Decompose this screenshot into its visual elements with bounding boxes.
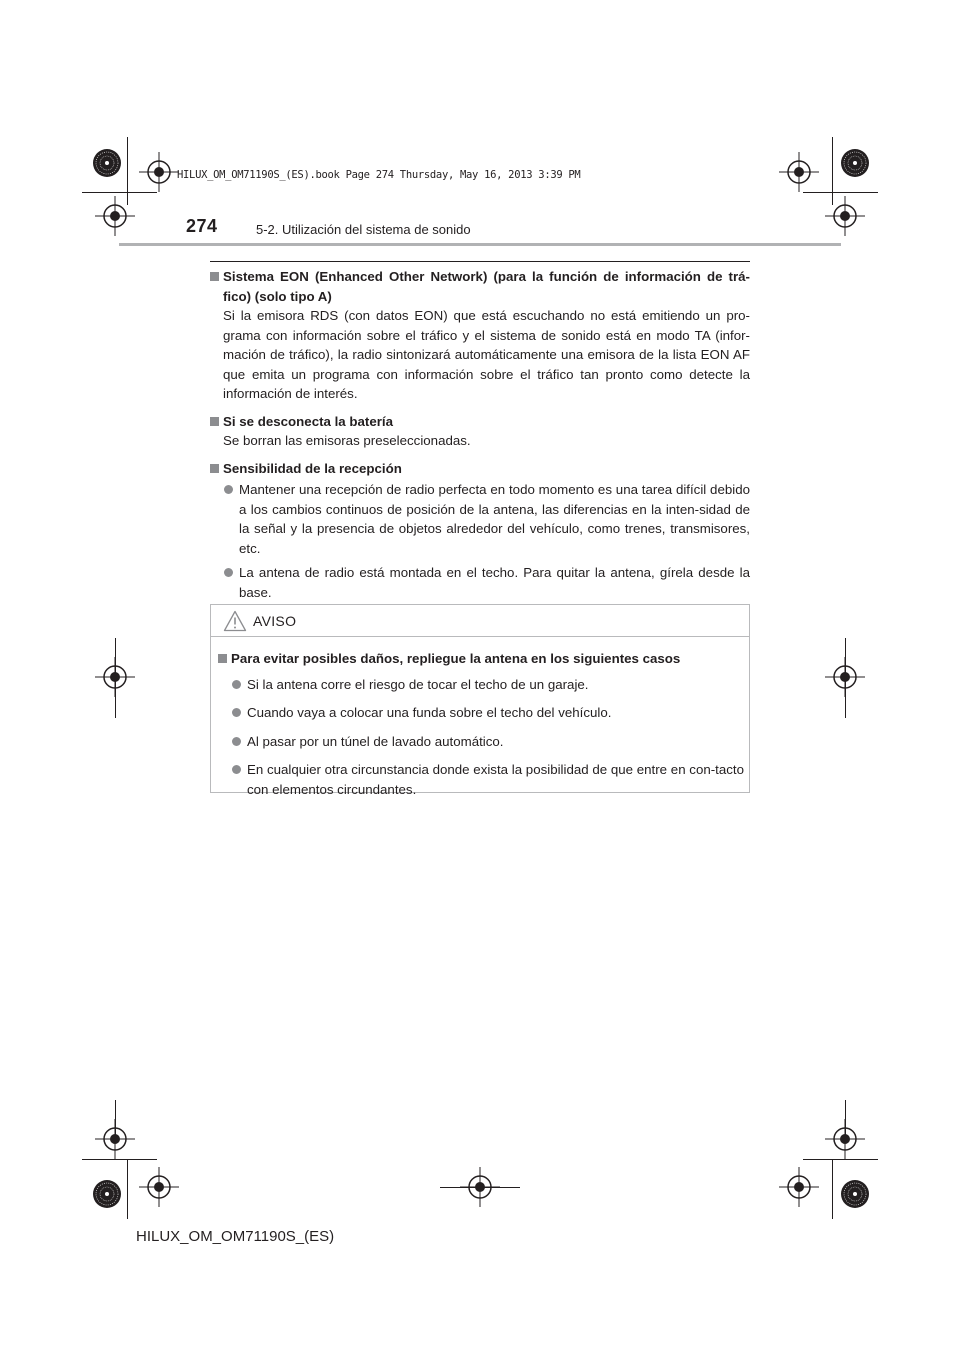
warning-box xyxy=(210,604,750,797)
list-item: Si la antena corre el riesgo de tocar el techo de un garaje. xyxy=(218,675,744,695)
header-rule xyxy=(119,243,841,246)
section-battery xyxy=(210,412,750,451)
warning-title: AVISO xyxy=(253,613,297,629)
registration-target-icon xyxy=(139,1167,179,1207)
list-item: La antena de radio está montada en el techo. Para quitar la antena, gírela desde la base. xyxy=(210,563,750,602)
warning-heading: Para evitar posibles daños, repliegue la antena en los siguientes casos xyxy=(218,649,744,669)
warning-triangle-icon xyxy=(223,610,247,632)
registration-target-icon xyxy=(139,152,179,192)
list-item: Mantener una recepción de radio perfecta en todo momento es una tarea difícil debido a los cambios continuos de posición de la antena, las diferencias en la inten-sidad de la señal y la presencia de objetos alrededor del vehículo, como trenes, transmisores, etc. xyxy=(210,480,750,558)
crop-mark xyxy=(127,137,128,205)
crop-mark xyxy=(127,1159,128,1219)
circle-bullet-icon xyxy=(232,708,241,717)
calibration-dial-icon xyxy=(92,148,122,178)
square-bullet-icon xyxy=(210,417,219,426)
crop-mark xyxy=(115,638,116,718)
registration-target-icon xyxy=(779,152,819,192)
registration-target-icon xyxy=(779,1167,819,1207)
crop-mark xyxy=(440,1187,520,1188)
list-item: Al pasar por un túnel de lavado automático. xyxy=(218,732,744,752)
crop-mark xyxy=(845,638,846,718)
file-info: HILUX_OM_OM71190S_(ES).book Page 274 Thursday, May 16, 2013 3:39 PM xyxy=(177,169,581,181)
section-heading: Si se desconecta la batería xyxy=(210,412,750,432)
section-reception xyxy=(210,459,750,603)
document-code: HILUX_OM_OM71190S_(ES) xyxy=(136,1228,335,1245)
crop-mark xyxy=(845,1100,846,1140)
warning-header xyxy=(211,605,749,637)
circle-bullet-icon xyxy=(224,568,233,577)
section-title: 5-2. Utilización del sistema de sonido xyxy=(256,222,471,237)
circle-bullet-icon xyxy=(224,485,233,494)
list-item: Cuando vaya a colocar una funda sobre el techo del vehículo. xyxy=(218,703,744,723)
registration-target-icon xyxy=(95,196,135,236)
circle-bullet-icon xyxy=(232,680,241,689)
crop-mark xyxy=(115,1100,116,1140)
list-item: En cualquier otra circunstancia donde exista la posibilidad de que entre en con-tacto con elementos circundantes. xyxy=(218,760,744,799)
section-paragraph: Si la emisora RDS (con datos EON) que está escuchando no está emitiendo un pro-grama con información sobre el tráfico y el sistema de sonido está en modo TA (infor-mación de tráfico), la radio sintonizará automáticamente una emisora de la lista EON AF que emita un programa con información sobre el tráfico tan pronto como detecte la información de interés. xyxy=(223,308,750,401)
circle-bullet-icon xyxy=(232,737,241,746)
square-bullet-icon xyxy=(210,464,219,473)
content-rule xyxy=(210,261,750,262)
warning-body xyxy=(218,649,744,808)
section-paragraph: Se borran las emisoras preseleccionadas. xyxy=(223,433,471,448)
calibration-dial-icon xyxy=(840,1179,870,1209)
crop-mark xyxy=(82,192,157,193)
crop-mark xyxy=(803,1159,878,1160)
crop-mark xyxy=(82,1159,157,1160)
square-bullet-icon xyxy=(210,272,219,281)
registration-target-icon xyxy=(825,196,865,236)
section-heading: Sensibilidad de la recepción xyxy=(210,459,750,479)
page-number: 274 xyxy=(186,216,218,236)
main-content xyxy=(210,267,750,610)
section-eon xyxy=(210,267,750,404)
square-bullet-icon xyxy=(218,654,227,663)
circle-bullet-icon xyxy=(232,765,241,774)
crop-mark xyxy=(803,192,878,193)
section-heading: Sistema EON (Enhanced Other Network) (para la función de información de trá-fico) (solo tipo A) xyxy=(210,267,750,306)
crop-mark xyxy=(832,1159,833,1219)
calibration-dial-icon xyxy=(92,1179,122,1209)
crop-mark xyxy=(832,137,833,205)
calibration-dial-icon xyxy=(840,148,870,178)
